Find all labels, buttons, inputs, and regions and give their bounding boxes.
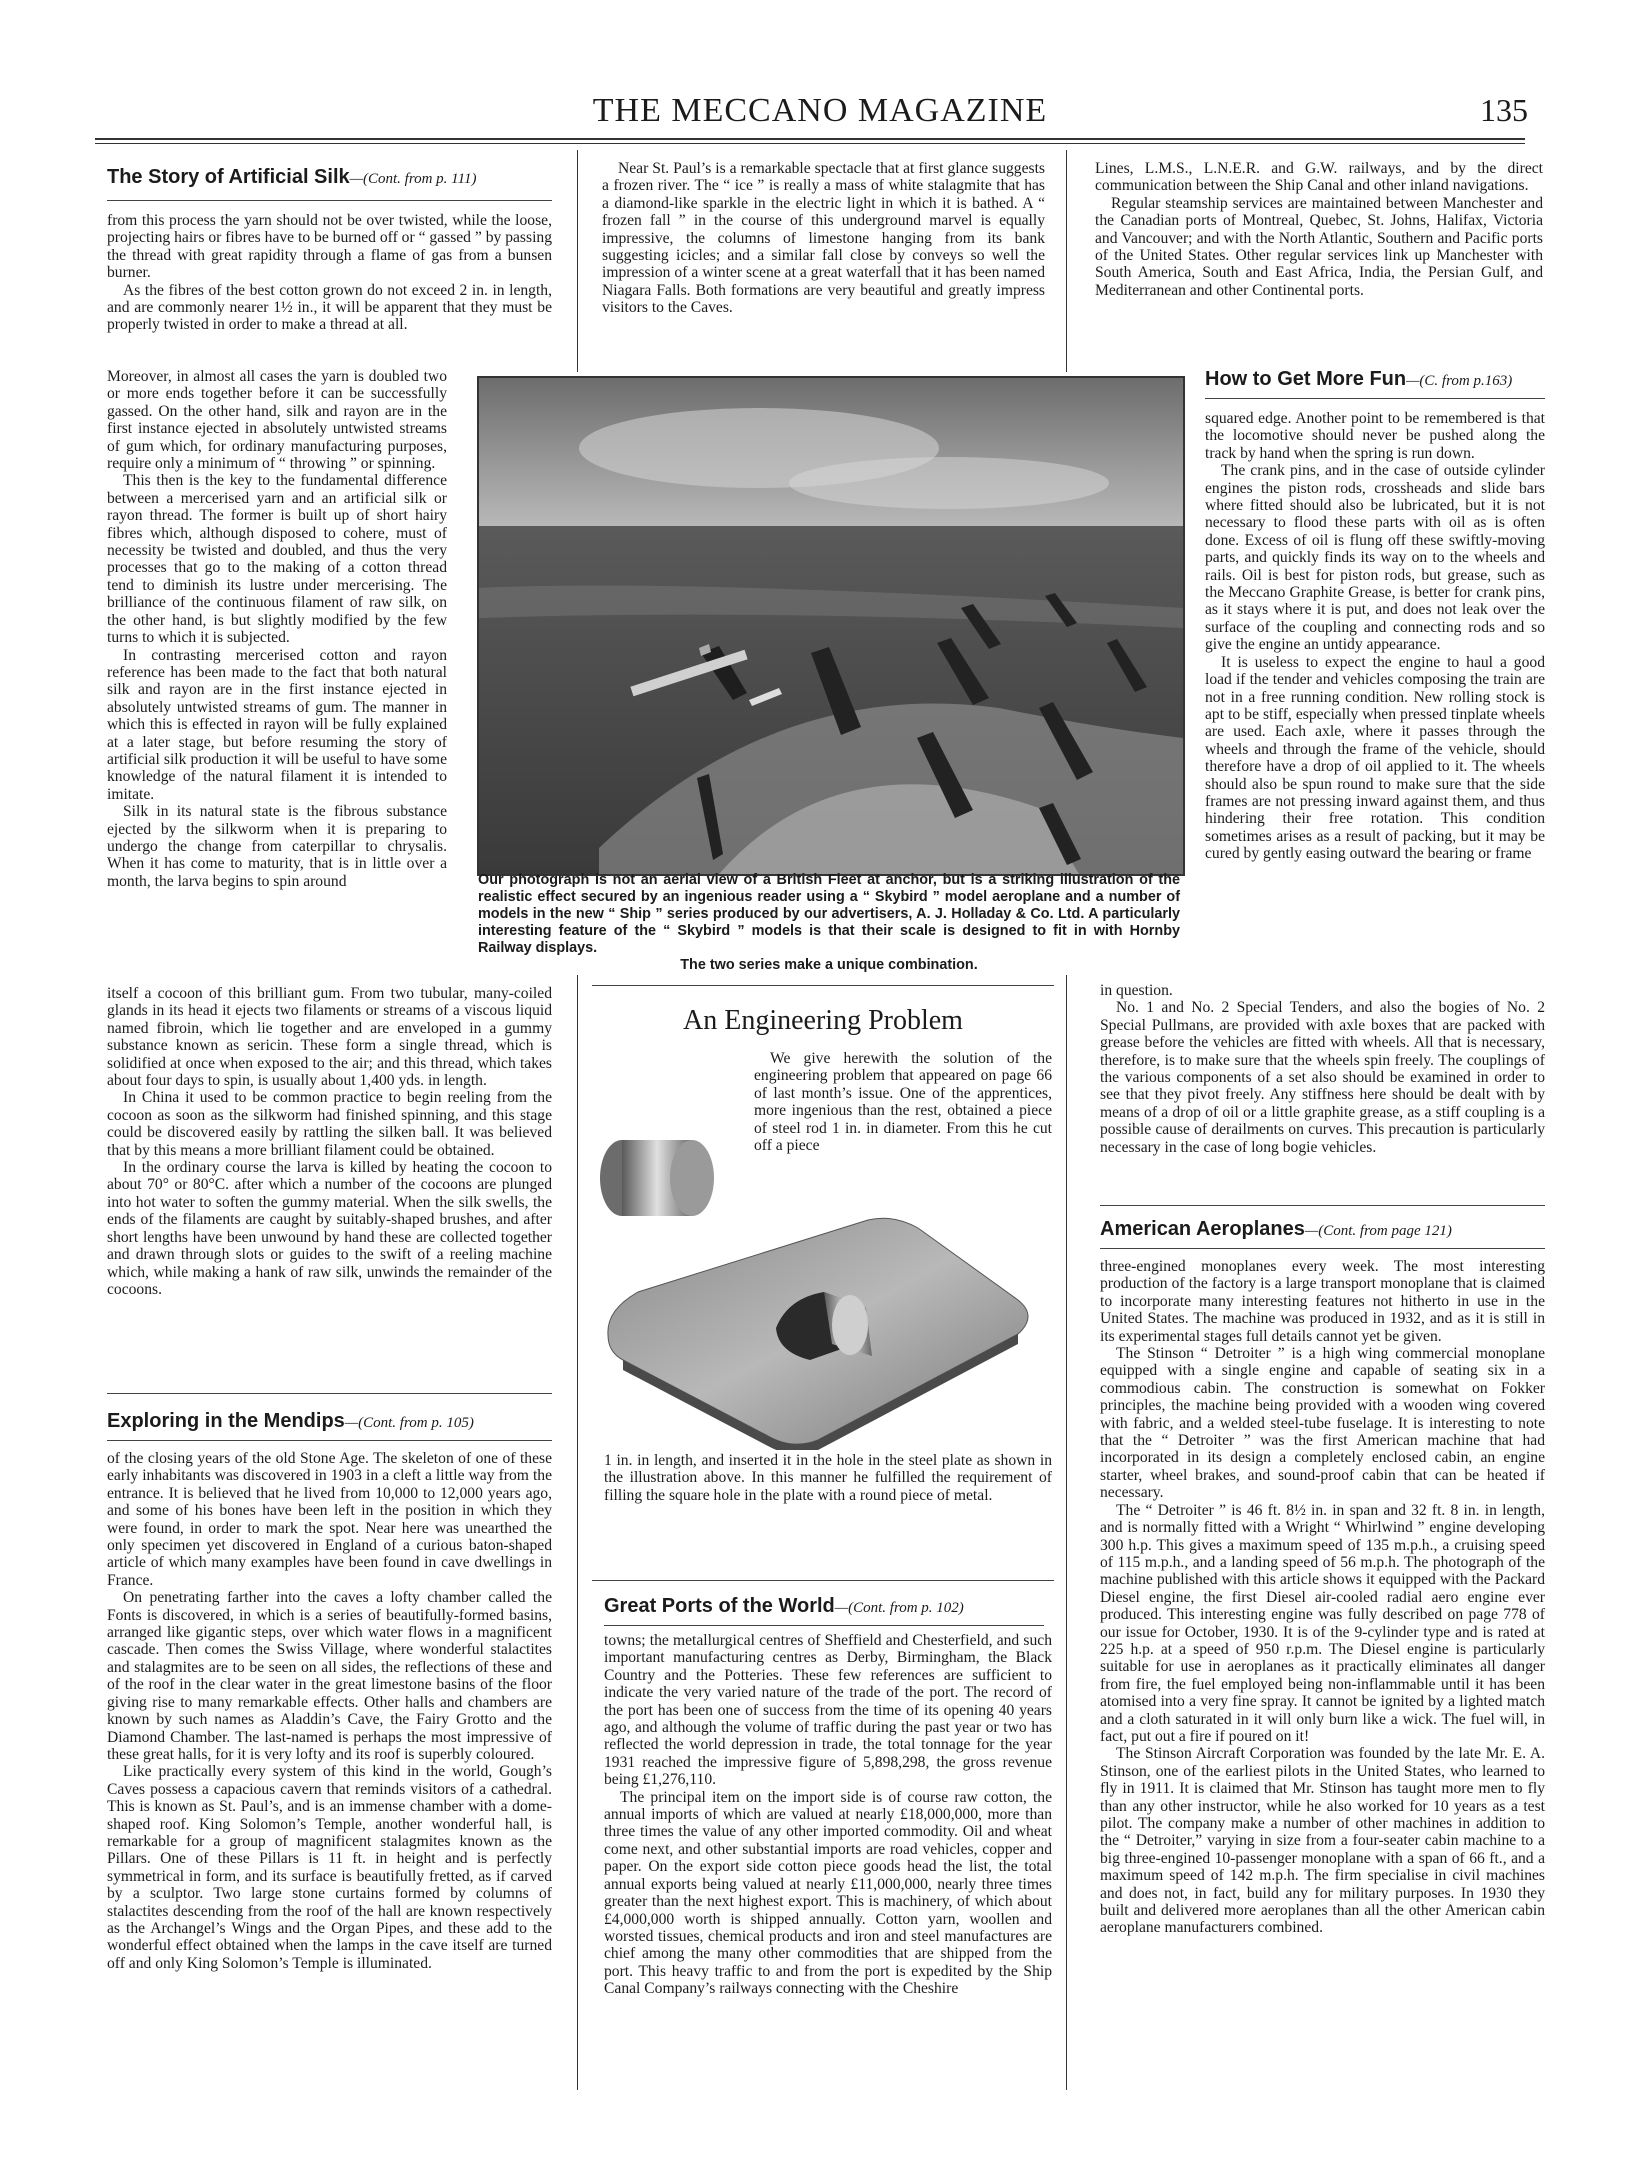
- fun-text-narrow: [1205, 410, 1545, 863]
- silk-text-top: [107, 212, 552, 334]
- paragraph: Moreover, in almost all cases the yarn is doubled two or more ends together before it can be successfully gassed. On the other hand, silk and rayon are in the first instance ejected in absolutely untwisted streams of gum which, for ordinary manufacturing purposes, require only a minimum of “ throwing ” or spinning.: [107, 368, 447, 473]
- stpauls-text: [602, 160, 1045, 317]
- header-rule-thin: [95, 143, 1525, 144]
- mendips-continued: —(Cont. from p. 105): [344, 1415, 474, 1431]
- heading-rule: [1205, 398, 1545, 399]
- heading-rule: [107, 200, 552, 201]
- ports-text: [604, 1632, 1052, 1998]
- aeroplanes-text: [1100, 1258, 1545, 1937]
- ports-heading: [604, 1595, 964, 1618]
- paragraph: towns; the metallurgical centres of Sheffield and Chesterfield, and such important manufacturing centres as Derby, Birmingham, the Black Country and the Potteries. These few references are sufficient to indicate the very varied nature of the trade of the port. The record of the port has been one of success from the time of its opening 40 years ago, and although the volume of traffic during the past year or two has reflected the world depression in trade, the total tonnage for the year 1931 reached the impressive figure of 5,898,298, the gross revenue being £1,276,110.: [604, 1632, 1052, 1789]
- paragraph: This then is the key to the fundamental difference between a mercerised yarn and an artificial silk or rayon thread. The former is built up of short hairy fibres which, although disposed to cohere, must of necessity be twisted and doubled, and thus the very processes that go to the making of a cotton thread tend to diminish its lustre under mercerising. The brilliance of the continuous filament of raw silk, on the other hand, is but slightly modified by the few turns to which it is subjected.: [107, 472, 447, 647]
- paragraph: itself a cocoon of this brilliant gum. From two tubular, many-coiled glands in its head it ejects two filaments or streams of a viscous liquid named fibroin, which lie together and are enveloped in a gummy substance known as sericin. These form a single thread, which is solidified at once when exposed to the air; and this thread, which takes about four days to spin, is usually about 1,400 yds. in length.: [107, 985, 552, 1090]
- column-divider: [1066, 975, 1067, 2090]
- engineering-figure: [588, 1120, 1058, 1450]
- paragraph: As the fibres of the best cotton grown do not exceed 2 in. in length, and are commonly nearer 1½ in., it will be apparent that they must be properly twisted in order to make a thread at all.: [107, 281, 552, 334]
- fun-text-wide: [1100, 982, 1545, 1156]
- fun-continued: —(C. from p.163): [1406, 373, 1513, 389]
- fun-heading: [1205, 368, 1512, 391]
- mendips-text: [107, 1450, 552, 1972]
- fleet-photo: [477, 376, 1185, 876]
- photo-caption: [478, 872, 1180, 974]
- section-rule: [592, 985, 1054, 986]
- paragraph: of the closing years of the old Stone Age. The skeleton of one of these early inhabitants was discovered in 1903 in a cleft a little way from the entrance. It is believed that he lived from 10,000 to 12,000 years ago, and some of his bones have been left in the position in which they were found, in order to mark the spot. Near here was unearthed the only specimen yet discovered in England of a curious baton-shaped article of which many examples have been found in cave dwellings in France.: [107, 1450, 552, 1589]
- silk-heading-text: The Story of Artificial Silk: [107, 166, 350, 188]
- paragraph: Regular steamship services are maintained between Manchester and the Canadian ports of Montreal, Quebec, St. Johns, Halifax, Victoria and Vancouver; and with the North Atlantic, Southern and Pacific ports of the United States. Other regular services link up Manchester with South America, South and East Africa, India, the Persian Gulf, and Mediterranean and other Continental ports.: [1095, 194, 1543, 299]
- paragraph: It is useless to expect the engine to haul a good load if the tender and vehicles composing the train are not in a free running condition. New rolling stock is apt to be stiff, especially when pressed tinplate wheels are used. Each axle, where it passes through the wheels and through the frame of the vehicle, should therefore have a drop of oil applied to it. The wheels should also be spun round to make sure that the side frames are not pressing inward against them, and thus hindering their free rotation. This condition sometimes arises as a result of packing, but it may be cured by gently easing outward the bearing or frame: [1205, 653, 1545, 863]
- engineering-title: An Engineering Problem: [683, 1005, 963, 1036]
- paragraph: In China it used to be common practice to begin reeling from the cocoon as soon as the silkworm had finished spinning, and this stage could be discovered easily by rattling the silken ball. It was believed that by this means a more brilliant filament could be obtained.: [107, 1089, 552, 1159]
- paragraph: In contrasting mercerised cotton and rayon reference has been made to the fact that both natural silk and rayon are in the first instance ejected in absolutely untwisted streams of gum. The manner in which this is effected in rayon will be fully explained at a later stage, but before resuming the story of artificial silk production it will be useful to have some knowledge of the natural filament it is intended to imitate.: [107, 646, 447, 803]
- paragraph: from this process the yarn should not be over twisted, while the loose, projecting hairs or fibres have to be burned off or “ gassed ” by passing the thread with great rapidity through a flame of gas from a bunsen burner.: [107, 212, 552, 282]
- masthead-title: THE MECCANO MAGAZINE: [592, 92, 1048, 129]
- column-divider: [577, 150, 578, 372]
- heading-rule: [1100, 1248, 1545, 1249]
- fleet-photo-image: [479, 378, 1183, 874]
- ports-heading-text: Great Ports of the World: [604, 1595, 835, 1617]
- aeroplanes-heading: [1100, 1218, 1452, 1241]
- heading-rule: [107, 1440, 552, 1441]
- silk-text-bottom: [107, 985, 552, 1298]
- aeroplanes-heading-text: American Aeroplanes: [1100, 1218, 1305, 1240]
- fun-heading-text: How to Get More Fun: [1205, 368, 1407, 390]
- paragraph: squared edge. Another point to be remembered is that the locomotive should never be pushed along the track by hand when the spring is run down.: [1205, 410, 1545, 462]
- silk-continued: —(Cont. from p. 111): [349, 171, 477, 187]
- section-rule: [592, 1580, 1054, 1581]
- paragraph: The principal item on the import side is of course raw cotton, the annual imports of which are valued at nearly £18,000,000, more than three times the value of any other imported commodity. Oil and wheat come next, and other substantial imports are road vehicles, copper and paper. On the export side cotton piece goods head the list, the total annual exports being valued at nearly £11,000,000, nearly three times greater than the next highest export. This is machinery, of which about £4,000,000 worth is shipped annually. Cotton yarn, woollen and worsted tissues, chemical products and iron and steel manufactures are chief among the many other commodities that are shipped from the port. This heavy traffic to and from the port is expedited by the Ship Canal Company’s railways connecting with the Cheshire: [604, 1788, 1052, 1998]
- paragraph: No. 1 and No. 2 Special Tenders, and also the bogies of No. 2 Special Pullmans, are provided with axle boxes that are packed with grease before the vehicles are fitted with wheels. All that is necessary, therefore, is to make sure that the wheels spin freely. The couplings of the various components of a set also should be examined in order to see that they pivot freely. Any stiffness here should be dealt with by means of a drop of oil or a little graphite grease, as a stiff coupling is a possible cause of derailments on curves. This precaution is particularly necessary in the case of long bogie vehicles.: [1100, 999, 1545, 1156]
- mendips-heading-text: Exploring in the Mendips: [107, 1410, 345, 1432]
- silk-heading: [107, 166, 476, 189]
- ports-continued: —(Cont. from p. 102): [834, 1600, 964, 1616]
- engineering-text-bottom: [604, 1452, 1052, 1504]
- plate-and-rod-illustration: [588, 1120, 1058, 1450]
- column-divider: [577, 975, 578, 2090]
- paragraph: three-engined monoplanes every week. The most interesting production of the factory is a large transport monoplane that is claimed to incorporate many interesting features not hitherto in use in the United States. The machine was produced in 1932, and as it is still in its experimental stages full details cannot yet be given.: [1100, 1258, 1545, 1345]
- paragraph: Lines, L.M.S., L.N.E.R. and G.W. railways, and by the direct communication between the Ship Canal and other inland navigations.: [1095, 160, 1543, 195]
- paragraph: Silk in its natural state is the fibrous substance ejected by the silkworm when it is preparing to undergo the change from caterpillar to chrysalis. When it has come to maturity, that is in little over a month, the larva begins to spin around: [107, 803, 447, 890]
- paragraph: Near St. Paul’s is a remarkable spectacle that at first glance suggests a frozen river. The “ ice ” is really a mass of white stalagmite that has a diamond-like sparkle in the electric light in which it is bathed. A “ frozen fall ” in the course of this underground marvel is equally impressive, the columns of limestone hanging from its bank suggesting icicles; and a similar fall close by conveys so well the impression of a winter scene at a great waterfall that it has been named Niagara Falls. Both formations are very beautiful and greatly impress visitors to the Caves.: [602, 160, 1045, 317]
- header-rule: [95, 138, 1525, 140]
- paragraph: The “ Detroiter ” is 46 ft. 8½ in. in span and 32 ft. 8 in. in length, and is normally fitted with a Wright “ Whirlwind ” engine developing 300 h.p. This gives a maximum speed of 135 m.p.h., a cruising speed of 115 m.p.h., and a landing speed of 56 m.p.h. The photograph of the machine published with this article shows it equipped with the Packard Diesel engine, the first Diesel air-cooled radial aero engine ever produced. This interesting engine was fully described on page 778 of our issue for October, 1930. It is of the 9-cylinder type and is rated at 225 h.p. at a speed of 950 r.p.m. The Diesel engine is particularly suitable for use in aeroplanes as it practically eliminates all danger from fire, the fuel employed being non-inflammable until it has been atomised into a very fine spray. It cannot be ignited by a lighted match and a cloth saturated in it will only burn like a wick. The fuel will, in fact, put out a fire if poured on it!: [1100, 1501, 1545, 1745]
- paragraph: We give herewith the solution of the engineering problem that appeared on page 66 of last month’s issue. One of the apprentices, more ingenious than the rest, obtained a piece of steel rod 1 in. in diameter. From this he cut off a piece: [754, 1050, 1052, 1155]
- lines-text: [1095, 160, 1543, 299]
- photo-caption-last: The two series make a unique combination.: [680, 957, 978, 973]
- paragraph: 1 in. in length, and inserted it in the hole in the steel plate as shown in the illustration above. In this manner he fulfilled the requirement of filling the square hole in the plate with a round piece of metal.: [604, 1452, 1052, 1504]
- paragraph: The crank pins, and in the case of outside cylinder engines the piston rods, crossheads and slide bars where fitted should also be lubricated, but it is not necessary to flood these parts with oil as is often done. Excess of oil is flung off these swiftly-moving parts, and quickly finds its way on to the wheels and rails. Oil is best for piston rods, but grease, such as the Meccano Graphite Grease, is better for crank pins, as it stays where it is put, and does not leak over the surface of the coupling and connecting rods and so give the engine an untidy appearance.: [1205, 462, 1545, 654]
- column-divider: [1066, 150, 1067, 372]
- paragraph: The Stinson “ Detroiter ” is a high wing commercial monoplane equipped with a single engine and capable of seating six in a commodious cabin. The construction is somewhat on Fokker principles, the machine being provided with a wooden wing covered with fabric, and a welded steel-tube fuselage. It is interesting to note that the “ Detroiter ” was the first American machine that had incorporated in its design a completely enclosed cabin, an engine starter, wheel brakes, and sound-proof cabin that can be heated if necessary.: [1100, 1345, 1545, 1502]
- paragraph: Like practically every system of this kind in the world, Gough’s Caves possess a capacious cavern that reminds visitors of a cathedral. This is known as St. Paul’s, and is an immense chamber with a dome-shaped roof. King Solomon’s Temple, another wonderful hall, is remarkable for a group of magnificent stalagmites known as the Pillars. One of these Pillars is 11 ft. in height and is perfectly symmetrical in form, and its surface is beautifully fretted, as if carved by a sculptor. Two large stone curtains formed by columns of stalactites descending from the roof of the hall are known respectively as the Archangel’s Wings and the Organ Pipes, and these add to the wonderful effect obtained when the lamps in the cave itself are turned off and only King Solomon’s Temple is illuminated.: [107, 1763, 552, 1972]
- photo-caption-text: Our photograph is not an aerial view of a British Fleet at anchor, but is a striking illustration of the realistic effect secured by an ingenious reader using a “ Skybird ” model aeroplane and a number of models in the new “ Ship ” series produced by our advertisers, A. J. Holladay & Co. Ltd. A particularly interesting feature of the “ Skybird ” models is that their scale is designed to fit in with Hornby Railway displays.: [478, 872, 1180, 956]
- section-rule: [1100, 1205, 1545, 1206]
- section-rule: [107, 1393, 552, 1394]
- page-number: 135: [1480, 92, 1528, 128]
- aeroplanes-continued: —(Cont. from page 121): [1304, 1223, 1452, 1239]
- paragraph: in question.: [1100, 982, 1173, 999]
- mendips-heading: [107, 1410, 474, 1433]
- paragraph: In the ordinary course the larva is killed by heating the cocoon to about 70° or 80°C. after which a number of the cocoons are plunged into hot water to soften the gummy material. When the silk swells, the ends of the filaments are caught by suitably-shaped brushes, and after short lengths have been unwound by hand these are collected together and drawn through slots or guides to the swift of a reeling machine which, while making a hank of raw silk, unwinds the remainder of the cocoons.: [107, 1159, 552, 1298]
- paragraph: On penetrating farther into the caves a lofty chamber called the Fonts is discovered, in which is a series of beautifully-formed basins, arranged like gigantic steps, over which water flows in a magnificent cascade. Then comes the Swiss Village, where wonderful stalactites and stalagmites are to be seen on all sides, the reflections of these and of the roof in the clear water in the great limestone basins of the floor giving rise to many remarkable effects. Other halls and chambers are known by such names as Aladdin’s Cave, the Fairy Grotto and the Diamond Chamber. The last-named is perhaps the most impressive of these great halls, for it is very lofty and its roof is superbly coloured.: [107, 1589, 552, 1763]
- silk-text-narrow: [107, 368, 447, 890]
- heading-rule: [604, 1625, 1044, 1626]
- paragraph: The Stinson Aircraft Corporation was founded by the late Mr. E. A. Stinson, one of the earliest pilots in the United States, who learned to fly in 1911. It is claimed that Mr. Stinson has taught more men to fly than any other instructor, while he also worked for 10 years as a test pilot. The company make a number of other machines in addition to the “ Detroiter,” varying in size from a four-seater cabin machine to a big three-engined 10-passenger monoplane with a span of 66 ft., and a maximum speed of 142 m.p.h. The firm specialise in civil machines and does not, in fact, build any for military purposes. In 1930 they built and delivered more aeroplanes than all the other American cabin aeroplane manufacturers combined.: [1100, 1745, 1545, 1937]
